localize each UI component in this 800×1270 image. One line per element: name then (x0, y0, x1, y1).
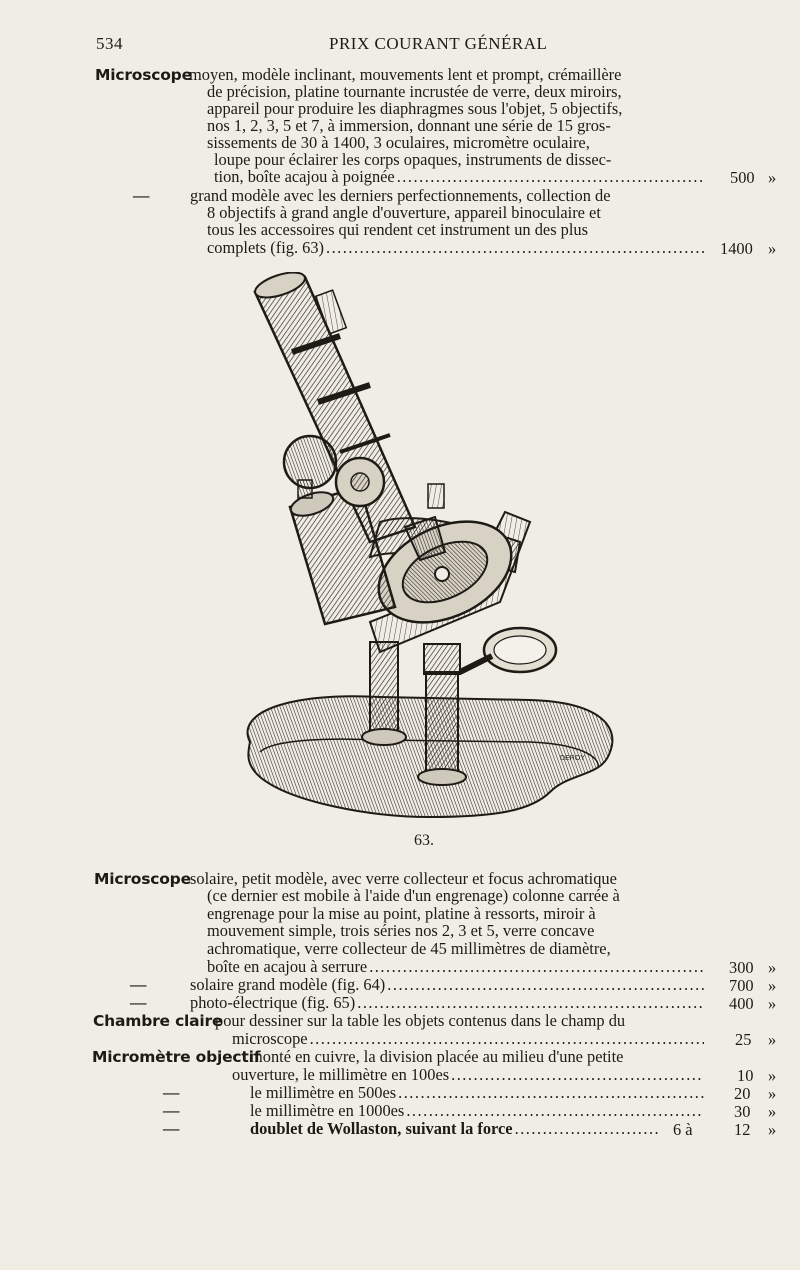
entry3-last-line (207, 958, 706, 975)
entry10-range: 6 à (673, 1120, 693, 1139)
dot-leader (515, 1120, 658, 1137)
engraver-signature: DEROY (560, 755, 585, 762)
ditto-dash: — (163, 1119, 180, 1138)
entry5-currency: » (768, 994, 777, 1013)
entry7-price: 10 (737, 1066, 754, 1085)
entry3-line-2: (ce dernier est mobile à l'aide d'un engrenage) colonne carrée à (207, 886, 620, 905)
entry1-line-4: nos 1, 2, 3, 5 et 7, à immersion, donnant une série de 15 gros- (207, 116, 611, 135)
entry1-line-1: moyen, modèle inclinant, mouvements lent et prompt, crémaillère (189, 65, 622, 84)
entry1-last-text: tion, boîte acajou à poignée (214, 167, 395, 186)
entry3-line-3: engrenage pour la mise au point, platine à ressorts, miroir à (207, 904, 596, 923)
figure-caption: 63. (414, 832, 434, 849)
entry1-last-line (214, 168, 706, 185)
entry4-currency: » (768, 976, 777, 995)
entry5-text: photo-électrique (fig. 65) (190, 993, 356, 1012)
entry3-line-5: achromatique, verre collecteur de 45 millimètres de diamètre, (207, 939, 611, 958)
entry1-currency: » (768, 168, 777, 187)
entry-head-micrometre-objectif: Micromètre objectif (92, 1048, 261, 1066)
entry2-line-3: tous les accessoires qui rendent cet instrument un des plus (207, 220, 588, 239)
entry5-line (190, 994, 706, 1011)
dot-leader (387, 976, 704, 993)
entry6-price: 25 (735, 1030, 752, 1049)
ditto-dash: — (130, 993, 147, 1012)
entry1-line-3: appareil pour produire les diaphragmes sous l'objet, 5 objectifs, (207, 99, 623, 118)
entry8-price: 20 (734, 1084, 751, 1103)
entry5-price: 400 (729, 994, 754, 1013)
entry8-text: le millimètre en 500es (250, 1083, 397, 1102)
entry1-line-2: de précision, platine tournante incrustée de verre, deux miroirs, (207, 82, 622, 101)
entry9-line (250, 1102, 706, 1119)
ditto-dash: — (130, 975, 147, 994)
dot-leader (451, 1066, 704, 1083)
entry8-currency: » (768, 1084, 777, 1103)
entry2-line-2: 8 objectifs à grand angle d'ouverture, appareil binoculaire et (207, 203, 601, 222)
entry6-currency: » (768, 1030, 777, 1049)
dot-leader (398, 1084, 704, 1101)
entry1-line-5: sissements de 30 à 1400, 3 oculaires, micromètre oculaire, (207, 133, 590, 152)
entry2-last-line (207, 239, 706, 256)
dot-leader (357, 994, 704, 1011)
entry10-text: doublet de Wollaston, suivant la force (250, 1119, 513, 1138)
entry6-last-text: microscope (232, 1029, 308, 1048)
entry7-line-1: monté en cuivre, la division placée au milieu d'une petite (250, 1047, 624, 1066)
entry3-last-text: boîte en acajou à serrure (207, 957, 368, 976)
microscope-illustration (230, 272, 630, 832)
entry2-last-text: complets (fig. 63) (207, 238, 324, 257)
entry1-line-6: loupe pour éclairer les corps opaques, instruments de dissec- (214, 150, 612, 169)
ditto-dash: — (163, 1083, 180, 1102)
entry3-line-1: solaire, petit modèle, avec verre collecteur et focus achromatique (190, 869, 617, 888)
entry9-currency: » (768, 1102, 777, 1121)
entry1-price: 500 (730, 168, 755, 187)
entry2-currency: » (768, 239, 777, 258)
entry10-currency: » (768, 1120, 777, 1139)
entry-head-chambre-claire: Chambre claire (93, 1012, 223, 1030)
dot-leader (397, 168, 704, 185)
dot-leader (310, 1030, 704, 1047)
entry9-price: 30 (734, 1102, 751, 1121)
entry4-line (190, 976, 706, 993)
entry9-text: le millimètre en 1000es (250, 1101, 405, 1120)
entry10-line (250, 1120, 660, 1137)
entry-head-microscope: Microscope (94, 870, 191, 888)
entry6-line-1: pour dessiner sur la table les objets contenus dans le champ du (215, 1011, 626, 1030)
entry7-last-line (232, 1066, 706, 1083)
entry3-currency: » (768, 958, 777, 977)
entry3-price: 300 (729, 958, 754, 977)
entry6-last-line (232, 1030, 706, 1047)
entry10-price: 12 (734, 1120, 751, 1139)
ditto-dash: — (133, 186, 150, 205)
ditto-dash: — (163, 1101, 180, 1120)
entry7-last-text: ouverture, le millimètre en 100es (232, 1065, 450, 1084)
entry4-text: solaire grand modèle (fig. 64) (190, 975, 386, 994)
entry7-currency: » (768, 1066, 777, 1085)
entry4-price: 700 (729, 976, 754, 995)
entry3-line-4: mouvement simple, trois séries nos 2, 3 et 5, verre concave (207, 921, 595, 940)
entry2-price: 1400 (720, 239, 753, 258)
entry-head-microscope: Microscope (95, 66, 192, 84)
dot-leader (406, 1102, 704, 1119)
running-title: PRIX COURANT GÉNÉRAL (329, 34, 548, 53)
entry2-line-1: grand modèle avec les derniers perfectionnements, collection de (190, 186, 611, 205)
dot-leader (326, 239, 704, 256)
microscope-engraving (230, 272, 630, 832)
entry8-line (250, 1084, 706, 1101)
page-number: 534 (96, 34, 123, 53)
dot-leader (369, 958, 704, 975)
